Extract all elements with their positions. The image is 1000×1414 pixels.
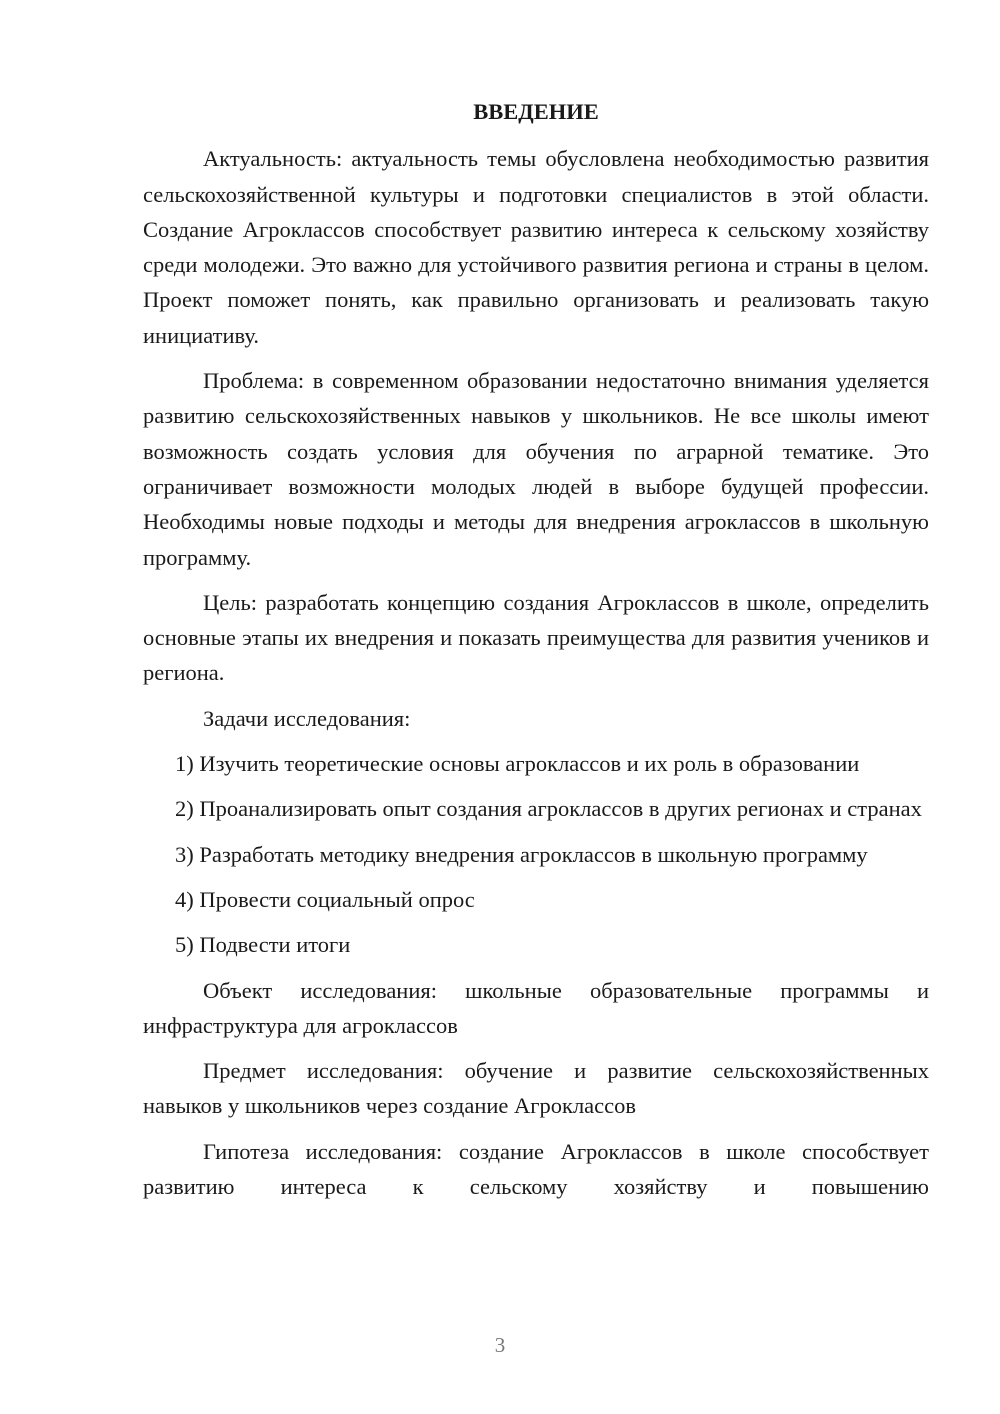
paragraph-goal: Цель: разработать концепцию создания Агроклассов в школе, определить основные этапы их внедрения и показать преимущества для развития учеников и региона. — [143, 589, 929, 686]
task-item-3: 3) Разработать методику внедрения агроклассов в школьную программу — [175, 841, 868, 867]
paragraph-hypothesis: Гипотеза исследования: создание Агроклассов в школе способствует развитию интереса к сельскому хозяйству и повышению — [143, 1138, 929, 1200]
paragraph-subject: Предмет исследования: обучение и развитие сельскохозяйственных навыков у школьников через создание Агроклассов — [143, 1058, 929, 1119]
task-item-5: 5) Подвести итоги — [175, 932, 351, 958]
task-item-1: 1) Изучить теоретические основы агроклассов и их роль в образовании — [175, 751, 860, 777]
page-content — [143, 94, 929, 1214]
paragraph-problem: Проблема: в современном образовании недостаточно внимания уделяется развитию сельскохозяйственных навыков у школьников. Не все школы имеют возможность создать условия для обучения по аграрной тематике. Это ограничивает возможности молодых людей в выборе будущей профессии. Необходимы новые подходы и методы для внедрения агроклассов в школьную программу. — [143, 368, 929, 570]
paragraph-tasks-heading: Задачи исследования: — [203, 705, 411, 731]
page-number: 3 — [494, 1333, 506, 1357]
section-title: ВВЕДЕНИЕ — [473, 99, 599, 124]
paragraph-object: Объект исследования: школьные образовательные программы и инфраструктура для агроклассов — [143, 977, 929, 1038]
paragraph-relevance: Актуальность: актуальность темы обусловлена необходимостью развития сельскохозяйственной культуры и подготовки специалистов в этой области. Создание Агроклассов способствует развитию интереса к сельскому хозяйству среди молодежи. Это важно для устойчивого развития региона и страны в целом. Проект поможет понять, как правильно организовать и реализовать такую инициативу. — [143, 146, 929, 348]
task-item-4: 4) Провести социальный опрос — [175, 886, 475, 912]
task-item-2: 2) Проанализировать опыт создания агроклассов в других регионах и странах — [175, 796, 922, 822]
